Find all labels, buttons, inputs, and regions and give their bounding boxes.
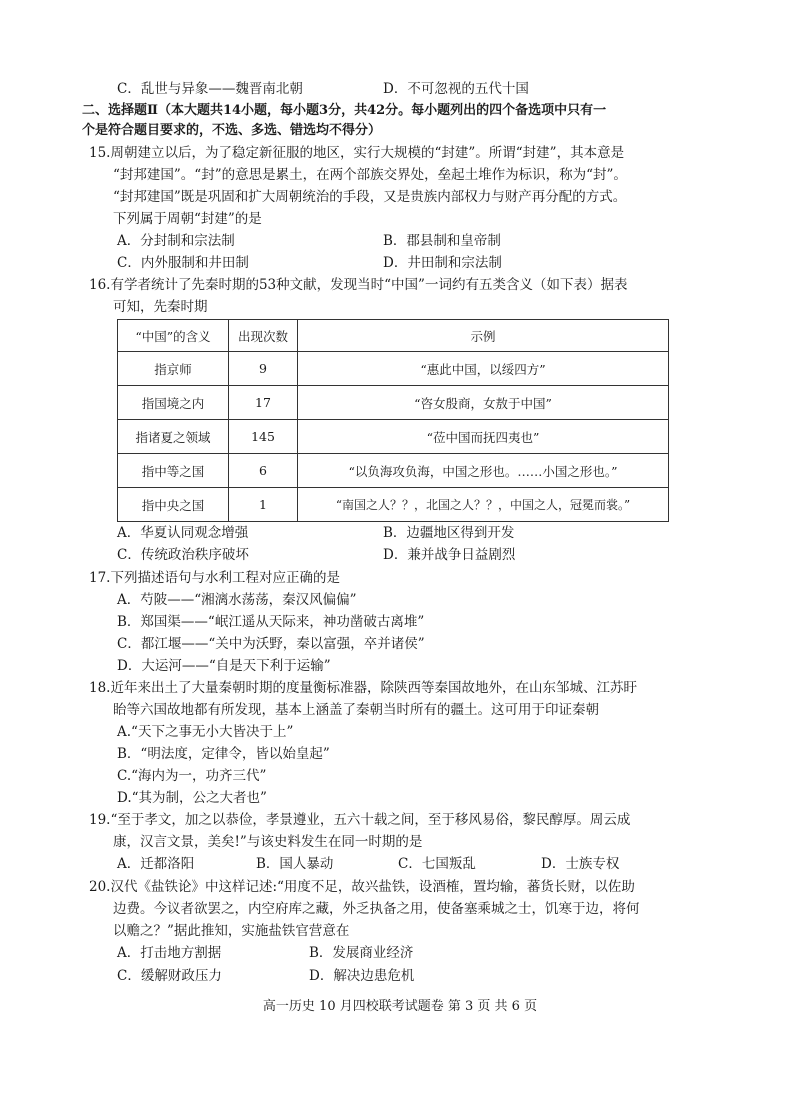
table-header-meaning: “中国”的含义 (118, 320, 229, 352)
q18-stem-line1: 18.近年来出土了大量秦朝时期的度量衡标准器，除陕西等秦国故地外，在山东邹城、江苏盱 (89, 680, 637, 696)
q17-stem: 17.下列描述语句与水利工程对应正确的是 (89, 570, 340, 586)
q16-option-d[interactable]: D．兼并战争日益剧烈 (383, 547, 516, 563)
table-row (118, 488, 669, 522)
section-heading-line2: 个是符合题目要求的，不选、多选、错选均不得分） (82, 123, 382, 138)
q16-stem-line1: 16.有学者统计了先秦时期的53种文献，发现当时“中国”一词约有五类含义（如下表）据表 (89, 277, 628, 293)
q17-option-d[interactable]: D．大运河——“自是天下利于运输” (117, 658, 331, 674)
q19-option-d[interactable]: D．士族专权 (541, 856, 620, 872)
q17-option-a[interactable]: A．芍陂——“湘漓水荡荡，秦汉风偏偏” (117, 592, 357, 608)
q15-option-b[interactable]: B．郡县制和皇帝制 (383, 233, 501, 249)
q15-option-c[interactable]: C．内外服制和井田制 (117, 255, 249, 271)
q20-stem-line3: 以赡之？”据此推知，实施盐铁官营意在 (113, 923, 350, 939)
q16-option-a[interactable]: A．华夏认同观念增强 (117, 525, 249, 541)
q15-stem-line3: “封邦建国”既是巩固和扩大周朝统治的手段，又是贵族内部权力与财产再分配的方式。 (113, 189, 627, 205)
q20-option-c[interactable]: C．缓解财政压力 (117, 968, 222, 984)
table-cell-count: 9 (229, 352, 298, 386)
q15-stem-line1: 15.周朝建立以后，为了稳定新征服的地区，实行大规模的“封建”。所谓“封建”，其本意是 (89, 145, 625, 161)
q18-option-a[interactable]: A.“天下之事无小大皆决于上” (117, 724, 294, 740)
table-row (118, 386, 669, 420)
q19-option-a[interactable]: A．迁都洛阳 (117, 856, 195, 872)
q15-option-a[interactable]: A．分封制和宗法制 (117, 233, 235, 249)
q20-option-a[interactable]: A．打击地方割据 (117, 945, 222, 961)
table-row (118, 454, 669, 488)
table-cell-count: 17 (229, 386, 298, 420)
section-heading-line1: 二、选择题Ⅱ（本大题共14小题，每小题3分，共42分。每小题列出的四个备选项中只有一 (82, 103, 607, 118)
q20-stem-line2: 边费。今议者欲罢之，内空府库之藏，外乏执备之用，使备塞乘城之士，饥寒于边，将何 (113, 901, 640, 917)
q16-option-b[interactable]: B．边疆地区得到开发 (383, 525, 515, 541)
page-footer: 高一历史 10 月四校联考试题卷 第 3 页 共 6 页 (262, 999, 538, 1014)
q19-option-c[interactable]: C．七国叛乱 (398, 856, 476, 872)
q20-option-d[interactable]: D．解决边患危机 (309, 968, 415, 984)
q15-stem-line2: “封邦建国”。“封”的意思是累土，在两个部族交界处，垒起土堆作为标识，称为“封”。 (113, 167, 627, 183)
q17-option-c[interactable]: C．都江堰——“关中为沃野，秦以富强，卒并诸侯” (117, 636, 425, 652)
table-cell-meaning: 指中等之国 (118, 454, 229, 488)
table-cell-count: 145 (229, 420, 298, 454)
table-cell-meaning: 指中央之国 (118, 488, 229, 522)
q18-stem-line2: 眙等六国故地都有所发现，基本上涵盖了秦朝当时所有的疆土。这可用于印证秦朝 (113, 702, 599, 718)
q16-stem-line2: 可知，先秦时期 (113, 299, 208, 315)
table-cell-meaning: 指诸夏之领域 (118, 420, 229, 454)
table-cell-example: “以负海攻负海，中国之形也。……小国之形也。” (298, 454, 669, 488)
q19-stem-line1: 19.“至于孝文，加之以恭俭，孝景遵业，五六十载之间，至于移风易俗，黎民醇厚。周云成 (89, 812, 631, 828)
q18-option-b[interactable]: B．“明法度，定律令，皆以始皇起” (117, 746, 330, 762)
q16-table (117, 319, 669, 522)
q15-stem-line4: 下列属于周朝“封建”的是 (113, 211, 262, 227)
table-header-example: 示例 (298, 320, 669, 352)
table-cell-count: 1 (229, 488, 298, 522)
table-row (118, 352, 669, 386)
q15-option-d[interactable]: D．井田制和宗法制 (383, 255, 502, 271)
table-header-row (118, 320, 669, 352)
table-cell-meaning: 指京师 (118, 352, 229, 386)
q16-option-c[interactable]: C．传统政治秩序破坏 (117, 547, 249, 563)
q17-option-b[interactable]: B．郑国渠——“岷江遥从天际来，神功凿破古离堆” (117, 614, 425, 630)
table-header-count: 出现次数 (229, 320, 298, 352)
prev-option-d: D．不可忽视的五代十国 (383, 81, 529, 97)
table-cell-meaning: 指国境之内 (118, 386, 229, 420)
table-cell-count: 6 (229, 454, 298, 488)
q20-stem-line1: 20.汉代《盐铁论》中这样记述:“用度不足，故兴盐铁，设酒榷，置均输，蕃货长财，以佐助 (89, 879, 635, 895)
q19-stem-line2: 康，汉言文景，美矣!”与该史料发生在同一时期的是 (113, 834, 423, 850)
table-row (118, 420, 669, 454)
table-cell-example: “莅中国而抚四夷也” (298, 420, 669, 454)
q19-option-b[interactable]: B．国人暴动 (256, 856, 334, 872)
q18-option-c[interactable]: C.“海内为一，功齐三代” (117, 768, 267, 784)
q20-option-b[interactable]: B．发展商业经济 (309, 945, 414, 961)
table-cell-example: “咨女殷商，女敖于中国” (298, 386, 669, 420)
table-cell-example: “南国之人？？，北国之人？？，中国之人，冠冕而裳。” (298, 488, 669, 522)
table-cell-example: “惠此中国，以绥四方” (298, 352, 669, 386)
prev-option-c: C．乱世与异象——魏晋南北朝 (117, 81, 303, 97)
q18-option-d[interactable]: D.“其为制，公之大者也” (117, 790, 267, 806)
